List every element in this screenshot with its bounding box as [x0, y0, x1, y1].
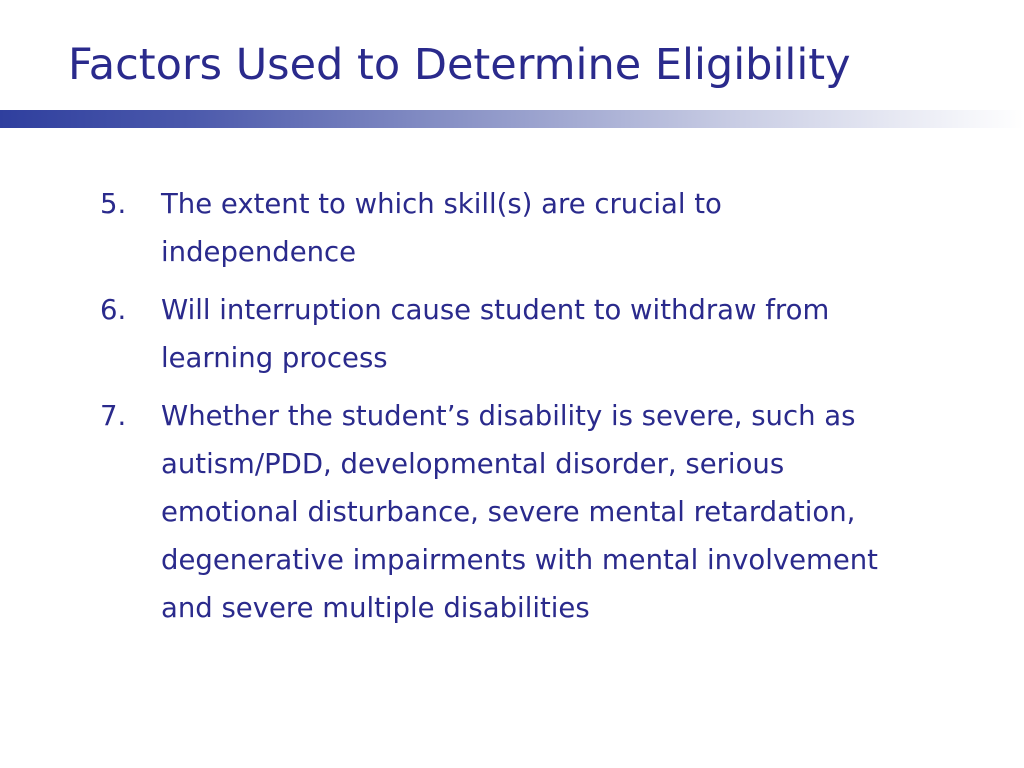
numbered-list — [100, 180, 910, 642]
list-item — [100, 286, 910, 382]
slide-title: Factors Used to Determine Eligibility — [68, 40, 851, 90]
list-item-number: 7. — [100, 400, 127, 432]
title-gradient-rule — [0, 110, 1024, 128]
list-item-text: Whether the student’s disability is severe, such as autism/PDD, developmental disorder, serious emotional disturbance, severe mental retardation, degenerative impairments with mental involvement and severe multiple disabilities — [161, 400, 878, 624]
list-item-number: 6. — [100, 294, 127, 326]
list-item — [100, 392, 910, 632]
list-item-text: The extent to which skill(s) are crucial to independence — [161, 188, 722, 268]
list-item-text: Will interruption cause student to withdraw from learning process — [161, 294, 830, 374]
list-item-number: 5. — [100, 188, 127, 220]
list-item — [100, 180, 910, 276]
